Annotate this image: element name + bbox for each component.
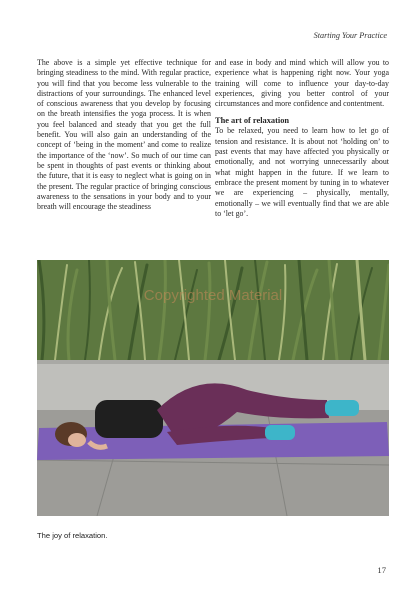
left-text-column [37,58,211,212]
watermark-text: Copyrighted Material [143,287,283,304]
page-number: 17 [377,565,386,575]
sock-right [325,400,359,416]
right-paragraph-2: To be relaxed, you need to learn how to let go of tension and resistance. It is about not ‘holding on’ to past events that may have affected you physically or emotionally, and not worrying unnecessarily about what might happen in the future. If we learn to embrace the present moment by tuning in to whatever we are experiencing – physically, mentally, emotionally – we will eventually find that we are able to ‘let go’. [215,126,389,218]
running-head: Starting Your Practice [313,31,387,40]
photo-illustration [37,260,389,516]
sock-left [265,425,295,440]
section-heading: The art of relaxation [215,116,290,126]
relaxation-photo [37,260,389,516]
right-paragraph-1: and ease in body and mind which will allow you to experience what is happening right now. Your yoga training will come to influence your day-to-day experiences, giving you better control of your circumstances and more confidence and contentment. [215,58,389,109]
black-top [95,400,163,438]
left-paragraph: The above is a simple yet effective technique for bringing steadiness to the mind. With regular practice, you will find that you become less vulnerable to the distractions of your surroundings. The enhanced level of conscious awareness that you develop by focusing on the breath intensifies the yoga process. It is when you feel balanced and steady that you get the full benefit. You will also gain an understanding of the concept of ‘being in the moment’ and come to realize the importance of the ‘now’. So much of our time can be spent in thoughts of past events or thinking about the future, that it is easy to neglect what is going on in the present. The regular practice of bringing conscious awareness to the sensations in your body and to your breath will encourage the steadiness [37,58,211,212]
photo-caption: The joy of relaxation. [37,531,108,540]
right-text-column [215,58,389,219]
